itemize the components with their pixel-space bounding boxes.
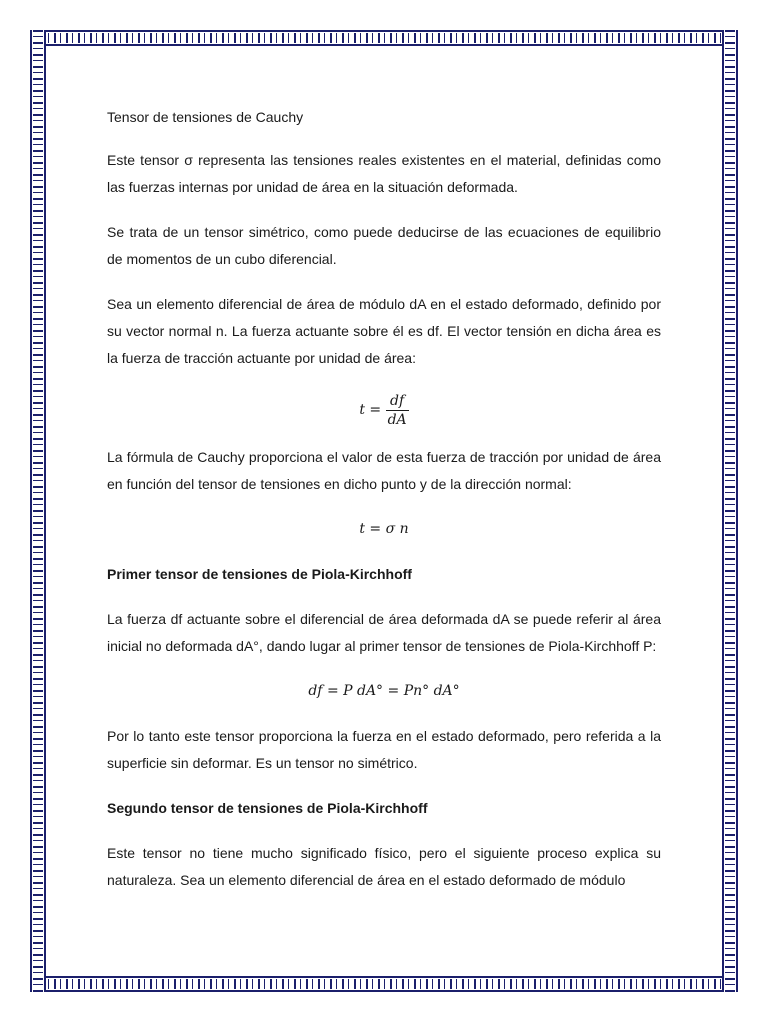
formula-lhs: t = xyxy=(359,402,382,418)
section-title: Tensor de tensiones de Cauchy xyxy=(107,109,304,125)
paragraph: La fórmula de Cauchy proporciona el valor de esta fuerza de tracción por unidad de área en función del tensor de tensiones en dicho punto y de la dirección normal: xyxy=(107,449,661,492)
fraction xyxy=(386,392,409,429)
document-body xyxy=(107,104,661,912)
formula-traction xyxy=(107,390,661,430)
formula-piola-1: df = P dA° = Pn° dA° xyxy=(308,683,460,699)
page-border-bottom xyxy=(30,976,738,992)
formula-cauchy: t = σ n xyxy=(359,521,409,537)
paragraph: Por lo tanto este tensor proporciona la fuerza en el estado deformado, pero referida a la superficie sin deformar. Es un tensor no simétrico. xyxy=(107,728,661,771)
section-heading: Primer tensor de tensiones de Piola-Kirchhoff xyxy=(107,566,412,582)
fraction-denominator: dA xyxy=(387,411,407,428)
section-heading: Segundo tensor de tensiones de Piola-Kirchhoff xyxy=(107,800,428,816)
page-border-left xyxy=(30,30,46,992)
page-border-right xyxy=(722,30,738,992)
paragraph: La fuerza df actuante sobre el diferencial de área deformada dA se puede referir al área inicial no deformada dA°, dando lugar al primer tensor de tensiones de Piola-Kirchhoff P: xyxy=(107,611,661,654)
paragraph: Este tensor no tiene mucho significado físico, pero el siguiente proceso explica su naturaleza. Sea un elemento diferencial de área en el estado deformado de módulo xyxy=(107,845,661,888)
page-border-top xyxy=(30,30,738,46)
paragraph: Se trata de un tensor simétrico, como puede deducirse de las ecuaciones de equilibrio de momentos de un cubo diferencial. xyxy=(107,224,661,267)
paragraph: Sea un elemento diferencial de área de módulo dA en el estado deformado, definido por su vector normal n. La fuerza actuante sobre él es df. El vector tensión en dicha área es la fuerza de tracción actuante por unidad de área: xyxy=(107,296,661,366)
fraction-numerator: df xyxy=(386,392,409,411)
paragraph: Este tensor σ representa las tensiones reales existentes en el material, definidas como las fuerzas internas por unidad de área en la situación deformada. xyxy=(107,152,661,195)
